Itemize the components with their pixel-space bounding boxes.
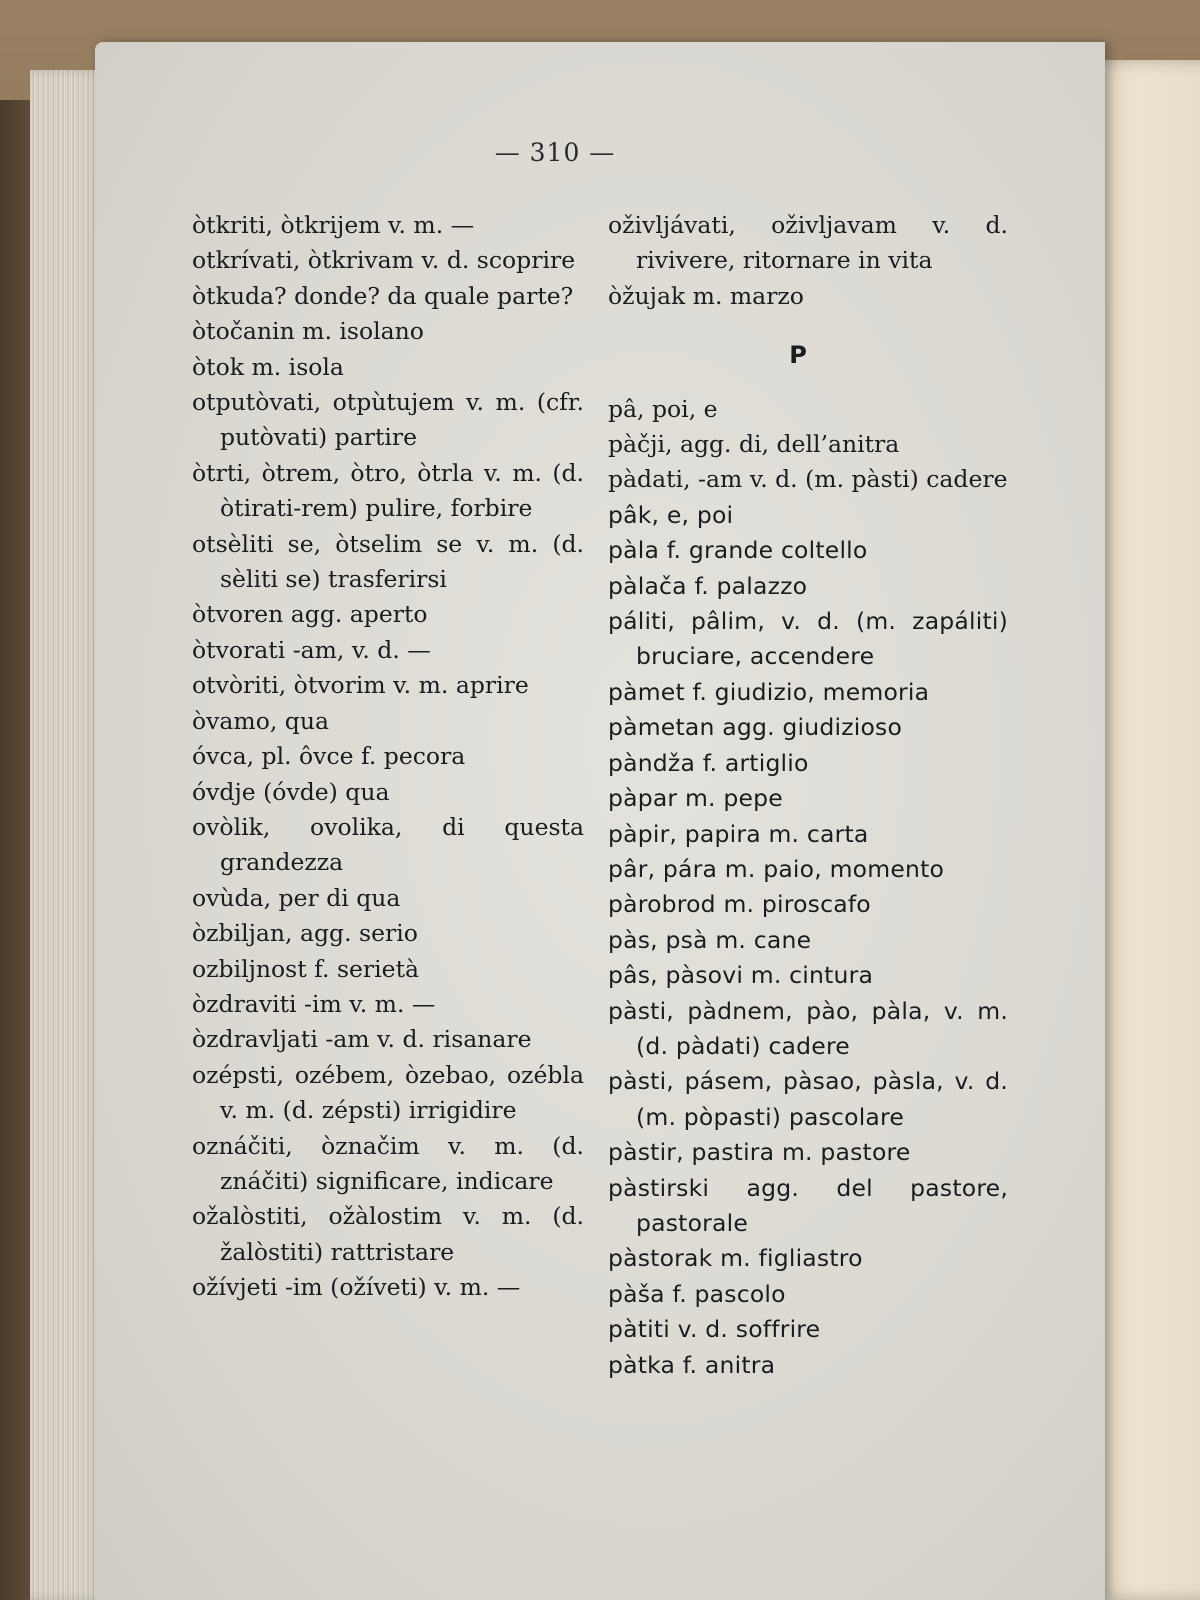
dictionary-entry: òzbiljan, agg. serio — [192, 919, 418, 948]
dictionary-entry: pàstirski agg. del pastore, pastorale — [608, 1173, 1008, 1237]
dictionary-entry: òvamo, qua — [192, 706, 329, 735]
dictionary-entry: pàla f. grande coltello — [608, 536, 868, 565]
dictionary-entry: pàmet f. giudizio, memoria — [608, 677, 930, 706]
dictionary-entry: páliti, pâlim, v. d. (m. zapáliti) bruciare, accendere — [608, 607, 1008, 671]
dictionary-entry: pàstorak m. figliastro — [608, 1244, 863, 1273]
page-number: — 310 — — [494, 138, 616, 167]
dictionary-entry: pàpar m. pepe — [608, 784, 783, 813]
dictionary-entry: pàdati, -am v. d. (m. pàsti) cadere — [608, 465, 1008, 494]
dictionary-entry: óvca, pl. ôvce f. pecora — [192, 742, 466, 771]
dictionary-entry: pâk, e, poi — [608, 500, 734, 529]
dictionary-entry: otputòvati, otpùtujem v. m. (cfr. putòvati) partire — [192, 388, 584, 452]
dictionary-entry: oživljávati, oživljavam v. d. rivivere, ritornare in vita — [608, 211, 1008, 275]
dictionary-entry: pàsti, pásem, pàsao, pàsla, v. d. (m. pòpasti) pascolare — [608, 1067, 1008, 1131]
dictionary-entry: pâr, pára m. paio, momento — [608, 854, 945, 883]
dictionary-entry: pâ, poi, e — [608, 394, 718, 423]
dictionary-entry: pàčji, agg. di, dell’anitra — [608, 430, 900, 459]
dictionary-entry: òtvoren agg. aperto — [192, 600, 428, 629]
dictionary-entry: òžujak m. marzo — [608, 281, 804, 310]
dictionary-entry: pàrobrod m. piroscafo — [608, 890, 871, 919]
dictionary-entry: pàša f. pascolo — [608, 1279, 786, 1308]
dictionary-entry: pàpir, papira m. carta — [608, 819, 869, 848]
dictionary-entry: ovùda, per di qua — [192, 883, 401, 912]
dictionary-entry: òtkuda? donde? da quale parte? — [192, 281, 574, 310]
dictionary-entry: ovòlik, ovolika, di questa grandezza — [192, 812, 584, 877]
dictionary-entry: pàsti, pàdnem, pào, pàla, v. m. (d. pàdati) cadere — [608, 996, 1008, 1060]
dictionary-entry: otsèliti se, òtselim se v. m. (d. sèliti se) trasferirsi — [192, 529, 584, 594]
dictionary-entry: òtkriti, òtkrijem v. m. — — [192, 211, 475, 239]
dictionary-entry: òtočanin m. isolano — [192, 317, 424, 346]
dictionary-entry: pàstir, pastira m. pastore — [608, 1138, 911, 1167]
dictionary-entry: òtvorati -am, v. d. — — [192, 635, 431, 664]
dictionary-entry: pàmetan agg. giudizioso — [608, 713, 903, 742]
dictionary-entry: pàs, psà m. cane — [608, 925, 812, 954]
dictionary-entry: otvòriti, òtvorim v. m. aprire — [192, 671, 529, 700]
dictionary-entry: pàndža f. artiglio — [608, 748, 809, 777]
dictionary-entry: pàtiti v. d. soffrire — [608, 1315, 821, 1344]
dictionary-entry: óvdje (óvde) qua — [192, 777, 390, 806]
dictionary-entry: otkrívati, òtkrivam v. d. scoprire — [192, 246, 576, 275]
dictionary-entry: ozépsti, ozébem, òzebao, ozébla v. m. (d. zépsti) irrigidire — [192, 1060, 584, 1125]
dictionary-entry: òtok m. isola — [192, 352, 344, 381]
dictionary-entry: ožívjeti -im (ožíveti) v. m. — — [192, 1273, 521, 1302]
dictionary-entry: pâs, pàsovi m. cintura — [608, 961, 874, 990]
dictionary-entry: ozbiljnost f. serietà — [192, 954, 420, 983]
left-column — [192, 208, 584, 1306]
dictionary-entry: pàtka f. anitra — [608, 1350, 776, 1379]
dictionary-entry: òzdravljati -am v. d. risanare — [192, 1025, 532, 1054]
dictionary-entry: òzdraviti -im v. m. — — [192, 989, 436, 1018]
dictionary-entry: oznáčiti, òznačim v. m. (d. znáčiti) significare, indicare — [192, 1131, 584, 1195]
dictionary-entry: òtrti, òtrem, òtro, òtrla v. m. (d. òtirati-rem) pulire, forbire — [192, 458, 584, 523]
dictionary-entry: pàlača f. palazzo — [608, 571, 808, 600]
dictionary-entry: ožalòstiti, ožàlostim v. m. (d. žalòstiti) rattristare — [192, 1202, 584, 1266]
letter-heading: P — [789, 341, 807, 370]
right-column — [608, 208, 1008, 1383]
